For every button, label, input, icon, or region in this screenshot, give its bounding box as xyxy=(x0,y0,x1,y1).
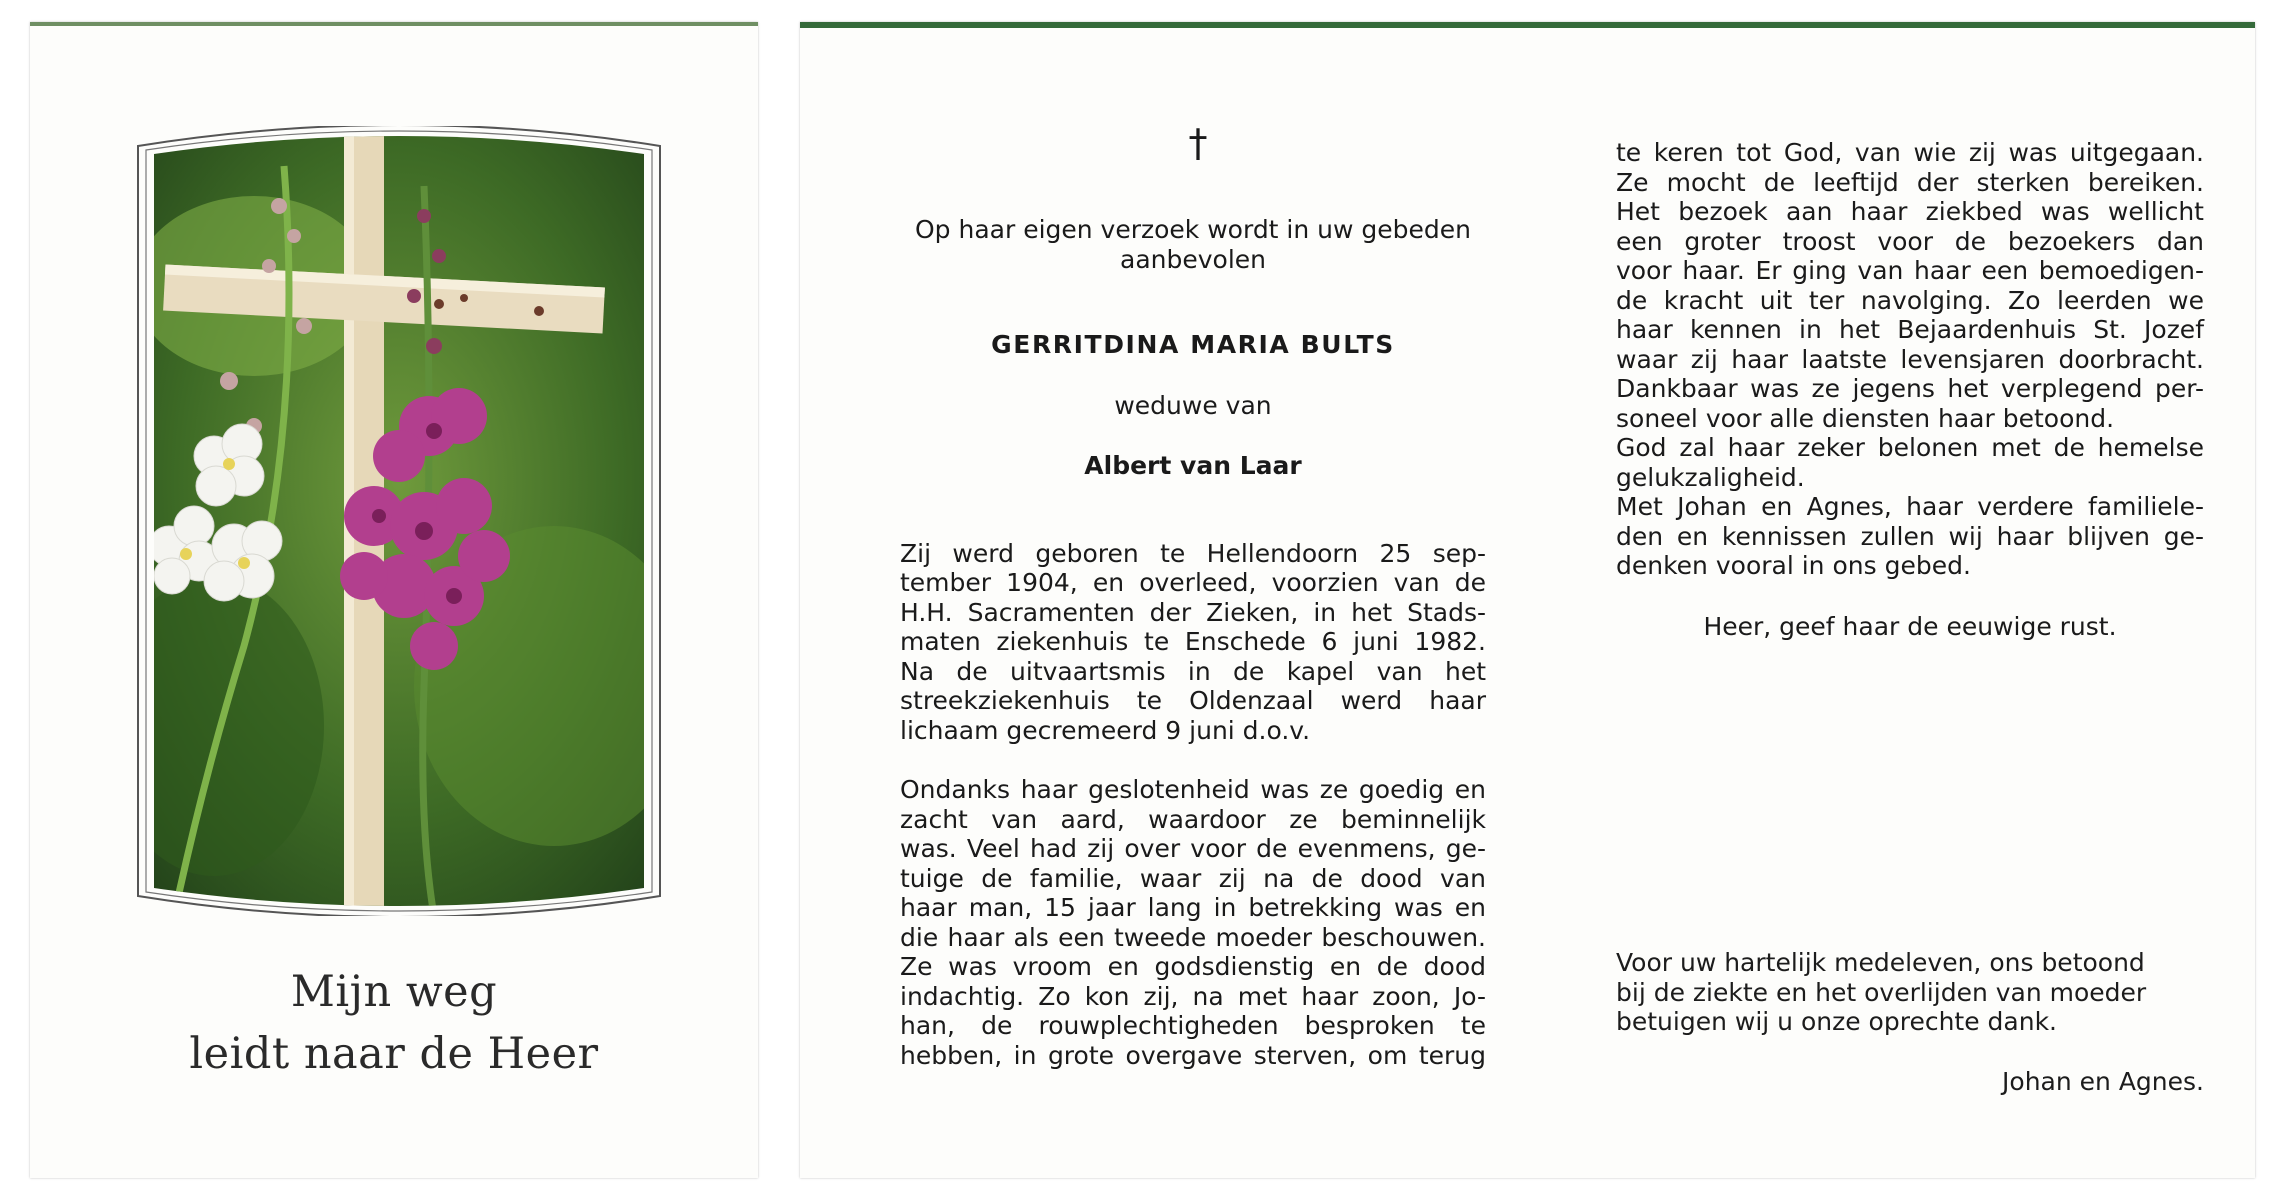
cross-icon: † xyxy=(1188,121,1208,165)
text-line: hebben, in grote overgave sterven, om terug xyxy=(900,1040,1486,1070)
biography-paragraph-3 xyxy=(1616,138,2204,581)
text-line: Zij werd geboren te Hellendoorn 25 sep- xyxy=(900,538,1486,568)
text-line: Het bezoek aan haar ziekbed was wellicht xyxy=(1616,197,2204,226)
text-line: han, de rouwplechtigheden besproken te xyxy=(900,1011,1486,1040)
front-card xyxy=(30,22,758,1178)
text-line: indachtig. Zo kon zij, na met haar zoon, Jo- xyxy=(900,981,1486,1011)
thanks-line-3: betuigen wij u onze oprechte dank. xyxy=(1616,1007,2058,1036)
text-line: haar kennen in het Bejaardenhuis St. Jozef xyxy=(1616,315,2204,344)
intro-line-2: aanbevolen xyxy=(1120,244,1266,274)
text-line: gelukzaligheid. xyxy=(1616,462,1805,492)
text-line: Met Johan en Agnes, haar verdere familiele- xyxy=(1616,492,2204,521)
text-line: H.H. Sacramenten der Zieken, in het Stads- xyxy=(900,597,1486,627)
text-line: tuige de familie, waar zij na de dood van xyxy=(900,863,1486,893)
thanks-section xyxy=(1616,948,2204,1096)
text-line: maten ziekenhuis te Enschede 6 juni 1982. xyxy=(900,627,1486,656)
motto xyxy=(30,961,758,1085)
text-line: een groter troost voor de bezoekers dan xyxy=(1616,226,2204,256)
husband-name: Albert van Laar xyxy=(1084,451,1302,480)
biography-paragraph-2 xyxy=(900,775,1486,1070)
text-line: streekziekenhuis te Oldenzaal werd haar xyxy=(900,686,1486,715)
prayer-line: Heer, geef haar de eeuwige rust. xyxy=(1703,611,2117,641)
text-line: Dankbaar was ze jegens het verplegend per- xyxy=(1616,374,2204,403)
text-line: den en kennissen zullen wij haar blijven ge- xyxy=(1616,521,2204,551)
cross-flower-photo xyxy=(134,126,664,916)
inner-card xyxy=(800,22,2255,1178)
deceased-name: GERRITDINA MARIA BULTS xyxy=(991,330,1395,359)
inner-left-column xyxy=(900,123,1486,1070)
text-line: haar man, 15 jaar lang in betrekking was en xyxy=(900,893,1486,922)
motto-line-2: leidt naar de Heer xyxy=(189,1029,599,1079)
thanks-line-1: Voor uw hartelijk medeleven, ons betoond xyxy=(1616,948,2145,977)
text-line: Na de uitvaartsmis in de kapel van het xyxy=(900,656,1486,686)
inner-right-column xyxy=(1616,138,2204,641)
text-line: lichaam gecremeerd 9 juni d.o.v. xyxy=(900,715,1311,745)
motto-line-1: Mijn weg xyxy=(290,967,498,1017)
signature: Johan en Agnes. xyxy=(2002,1066,2204,1096)
widow-of-label: weduwe van xyxy=(1114,390,1272,420)
text-line: Ze mocht de leeftijd der sterken bereiken. xyxy=(1616,167,2204,197)
photo-illustration xyxy=(134,126,664,916)
text-line: soneel voor alle diensten haar betoond. xyxy=(1616,403,2115,433)
text-line: voor haar. Er ging van haar een bemoedigen- xyxy=(1616,256,2204,285)
text-line: God zal haar zeker belonen met de hemelse xyxy=(1616,433,2204,462)
text-line: Ze was vroom en godsdienstig en de dood xyxy=(900,952,1486,981)
text-line: denken vooral in ons gebed. xyxy=(1616,551,1971,580)
text-line: zacht van aard, waardoor ze beminnelijk xyxy=(900,804,1486,834)
text-line: te keren tot God, van wie zij was uitgegaan. xyxy=(1616,138,2204,167)
text-line: waar zij haar laatste levensjaren doorbracht. xyxy=(1616,344,2204,374)
text-line: Ondanks haar geslotenheid was ze goedig en xyxy=(900,775,1486,804)
text-line: was. Veel had zij over voor de evenmens, ge- xyxy=(900,834,1486,863)
intro-line-1: Op haar eigen verzoek wordt in uw gebeden xyxy=(914,215,1472,244)
thanks-line-2: bij de ziekte en het overlijden van moeder xyxy=(1616,977,2147,1007)
text-line: de kracht uit ter navolging. Zo leerden we xyxy=(1616,285,2204,315)
intro-text xyxy=(900,215,1486,274)
biography-paragraph-1 xyxy=(900,539,1486,746)
text-line: tember 1904, en overleed, voorzien van de xyxy=(900,568,1486,597)
text-line: die haar als een tweede moeder beschouwen. xyxy=(900,922,1486,952)
